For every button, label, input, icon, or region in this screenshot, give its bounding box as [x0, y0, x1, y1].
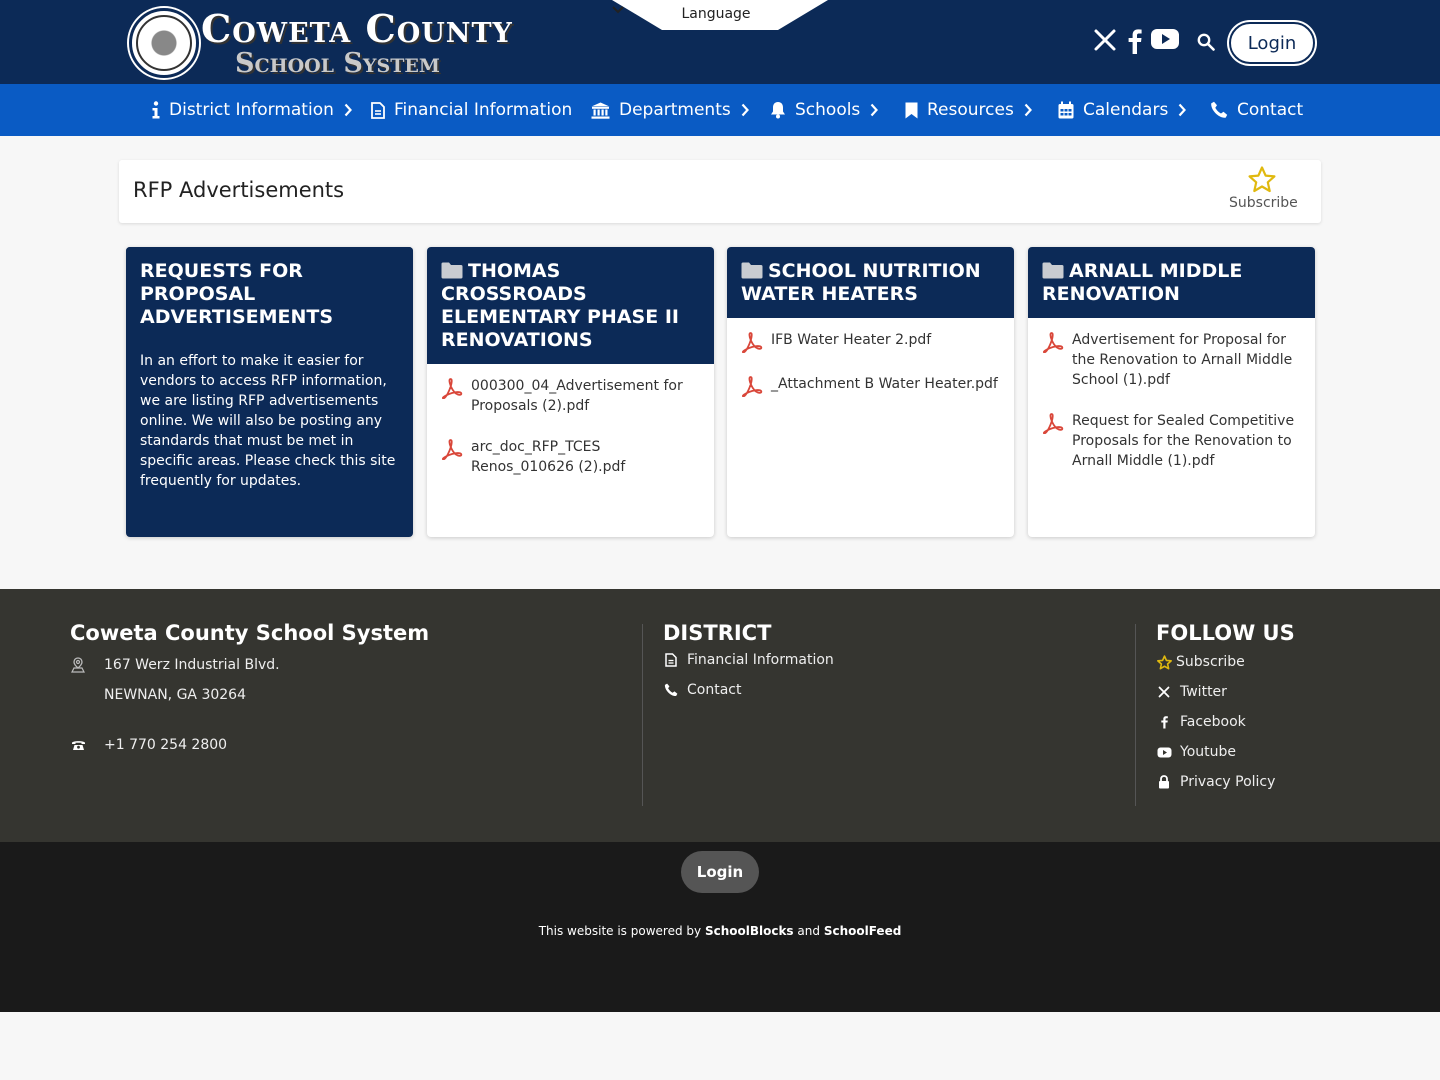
pdf-icon [741, 375, 763, 397]
footer-login-button[interactable]: Login [681, 851, 759, 893]
powered-by-text [0, 924, 1440, 938]
file-link[interactable] [441, 376, 700, 416]
rfp-info-block [126, 247, 413, 537]
file-name: 000300_04_Advertisement for Proposals (2).pdf [471, 378, 683, 414]
folder-icon [1042, 262, 1064, 279]
page-title-card [119, 160, 1321, 223]
facebook-icon [1156, 715, 1172, 729]
powered-and: and [797, 924, 820, 938]
block-title: ARNALL MIDDLE RENOVATION [1042, 260, 1243, 305]
nav-label: Departments [619, 100, 731, 120]
x-twitter-icon[interactable] [1093, 28, 1117, 52]
schoolblocks-link[interactable]: SchoolBlocks [704, 924, 794, 938]
logo-subtitle: School System [235, 47, 440, 79]
page-title: RFP Advertisements [133, 178, 345, 202]
folder-block-thomas-crossroads [427, 247, 714, 537]
footer-follow-title: FOLLOW US [1156, 621, 1295, 645]
nav-item-contact[interactable] [1210, 84, 1303, 136]
building-icon [591, 102, 610, 119]
youtube-icon[interactable] [1151, 28, 1179, 50]
file-name: arc_doc_RFP_TCES Renos_010626 (2).pdf [471, 439, 626, 475]
folder-block-arnall-middle [1028, 247, 1315, 537]
nav-label: District Information [169, 100, 334, 120]
file-link[interactable] [741, 330, 1000, 353]
folder-header[interactable] [427, 247, 714, 364]
chevron-right-icon [1178, 103, 1186, 117]
school-seal-icon [129, 8, 199, 78]
folder-icon [441, 262, 463, 279]
file-link[interactable] [441, 437, 700, 477]
bottom-bar [0, 842, 1440, 1012]
footer-link-facebook[interactable] [1156, 714, 1246, 730]
footer-link-label: Privacy Policy [1180, 774, 1276, 790]
chevron-right-icon [870, 103, 878, 117]
nav-item-departments[interactable] [591, 84, 749, 136]
site-header [0, 0, 1440, 84]
nav-label: Resources [927, 100, 1014, 120]
document-icon [663, 653, 679, 667]
footer-org-name: Coweta County School System [70, 621, 430, 645]
bookmark-icon [905, 102, 918, 119]
logo-title: Coweta County [201, 5, 513, 51]
phone-number: +1 770 254 2800 [104, 737, 228, 753]
nav-item-schools[interactable] [770, 84, 878, 136]
facebook-icon[interactable] [1126, 28, 1142, 54]
pdf-icon [1042, 412, 1064, 434]
footer-link-twitter[interactable] [1156, 684, 1227, 700]
block-title: SCHOOL NUTRITION WATER HEATERS [741, 260, 981, 305]
nav-item-resources[interactable] [905, 84, 1032, 136]
address-line2: NEWNAN, GA 30264 [104, 687, 246, 703]
star-icon [1156, 655, 1172, 670]
nav-item-financial-information[interactable] [371, 84, 572, 136]
subscribe-label: Subscribe [1229, 195, 1298, 211]
pdf-icon [441, 438, 463, 460]
file-name: Advertisement for Proposal for the Renovation to Arnall Middle School (1).pdf [1072, 332, 1293, 388]
footer-divider [642, 624, 643, 806]
phone-icon [1210, 101, 1228, 119]
phone-icon [663, 683, 679, 697]
nav-label: Schools [795, 100, 861, 120]
powered-prefix: This website is powered by [538, 924, 702, 938]
info-icon [152, 101, 160, 119]
footer-link-subscribe[interactable] [1156, 654, 1245, 670]
pdf-icon [441, 377, 463, 399]
youtube-icon [1156, 747, 1172, 758]
footer-phone[interactable] [70, 737, 227, 753]
footer-link-label: Contact [687, 682, 742, 698]
main-nav [0, 84, 1440, 136]
file-link[interactable] [1042, 411, 1301, 471]
footer-link-youtube[interactable] [1156, 744, 1236, 760]
nav-label: Calendars [1083, 100, 1169, 120]
file-name: _Attachment B Water Heater.pdf [771, 376, 998, 392]
footer-address[interactable] [70, 657, 280, 673]
telephone-icon [70, 739, 86, 751]
pdf-icon [1042, 331, 1064, 353]
calendar-icon [1058, 101, 1074, 119]
map-marker-icon [70, 657, 86, 673]
site-footer [0, 589, 1440, 842]
folder-icon [741, 262, 763, 279]
file-link[interactable] [1042, 330, 1301, 390]
footer-district-title: DISTRICT [663, 621, 772, 645]
login-button[interactable]: Login [1229, 22, 1315, 64]
file-name: IFB Water Heater 2.pdf [771, 332, 932, 348]
footer-divider [1135, 624, 1136, 806]
nav-item-district-information[interactable] [152, 84, 352, 136]
x-twitter-icon [1156, 686, 1172, 698]
file-name: Request for Sealed Competitive Proposals for the Renovation to Arnall Middle (1).pdf [1072, 413, 1295, 469]
footer-link-financial-information[interactable] [663, 652, 834, 668]
nav-label: Financial Information [394, 100, 573, 120]
bell-icon [770, 101, 786, 119]
footer-link-label: Facebook [1180, 714, 1246, 730]
block-text: In an effort to make it easier for vendors to access RFP information, we are listing RFP advertisements online. We will also be posting any standards that must be met in specific areas. Please check this site frequently for updates. [140, 353, 396, 489]
footer-link-label: Twitter [1180, 684, 1227, 700]
footer-link-privacy-policy[interactable] [1156, 774, 1275, 790]
folder-block-school-nutrition [727, 247, 1014, 537]
star-icon [1248, 166, 1276, 193]
block-title: REQUESTS FOR PROPOSAL ADVERTISEMENTS [126, 247, 413, 341]
footer-link-label: Youtube [1180, 744, 1236, 760]
footer-link-contact[interactable] [663, 682, 741, 698]
nav-label: Contact [1237, 100, 1304, 120]
address-line1: 167 Werz Industrial Blvd. [104, 657, 280, 673]
footer-link-label: Financial Information [687, 652, 834, 668]
footer-link-label: Subscribe [1176, 654, 1245, 670]
language-label: Language [681, 6, 751, 22]
search-icon[interactable] [1197, 33, 1215, 51]
file-link[interactable] [741, 374, 1000, 397]
subscribe-button[interactable] [1229, 166, 1298, 211]
block-title: THOMAS CROSSROADS ELEMENTARY PHASE II RENOVATIONS [441, 260, 679, 351]
chevron-right-icon [344, 103, 352, 117]
nav-item-calendars[interactable] [1058, 84, 1186, 136]
folder-header[interactable] [727, 247, 1014, 318]
language-selector[interactable] [612, 0, 828, 30]
document-icon [371, 102, 385, 119]
schoolfeed-link[interactable]: SchoolFeed [823, 924, 902, 938]
pdf-icon [741, 331, 763, 353]
lock-icon [1156, 775, 1172, 789]
site-logo[interactable] [129, 5, 513, 79]
footer-address-city [104, 687, 246, 703]
chevron-right-icon [1024, 103, 1032, 117]
chevron-right-icon [741, 103, 749, 117]
folder-header[interactable] [1028, 247, 1315, 318]
